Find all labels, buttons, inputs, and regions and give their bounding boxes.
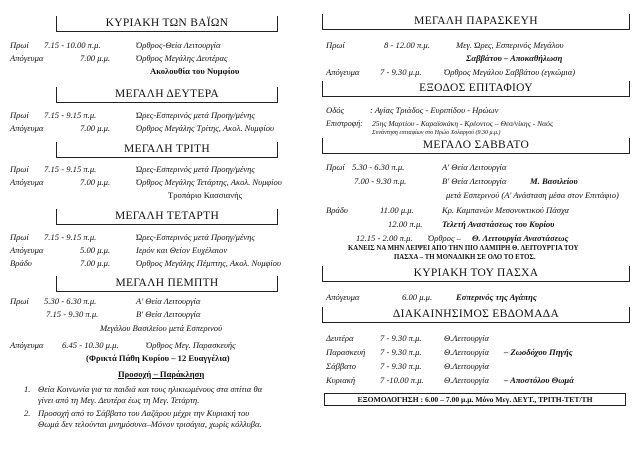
notes-n2b: Θωμά δεν τελούνται μνημόσυνα–Μόνον τρισάγια, χωρίς κόλλυβα. (38, 419, 262, 429)
epitafios-row2-label: Επιστροφή: (326, 119, 363, 128)
deftera-row2-time: 7.00 μ.μ. (80, 123, 111, 133)
pasxa-row1-service: Εσπερινός της Αγάπης (456, 292, 537, 302)
paraskevi-row1-time: 8 - 12.00 π.μ. (384, 40, 430, 50)
deftera-row2-label: Απόγευμα (10, 123, 44, 133)
section-title-epitafios: ΕΞΟΔΟΣ ΕΠΙΤΑΦΙΟΥ (322, 81, 630, 97)
diakaini-row1-label: Δευτέρα (326, 333, 354, 343)
savvato-row4-label: Βράδυ (326, 205, 348, 215)
notes-n1: Θεία Κοινωνία για τα παιδιά και τους ηλικιωμένους στα σπίτια θα (38, 384, 263, 394)
tetarti-row3-service: Όρθρος Μεγάλης Πέμπτης, Ακολ. Νυμφίου (136, 258, 281, 268)
deftera-row1-time: 7.15 - 9.15 π.μ. (44, 110, 97, 120)
triti-row3: Τροπάριο Κασσιανής (168, 190, 242, 200)
notes-n2: Προσοχή από το Σάββατο του Λαζάρου μέχρι την Κυριακή του (38, 408, 250, 418)
diakaini-row4-label: Κυριακή (326, 375, 356, 385)
vaion-row2-time: 7.00 μ.μ. (80, 53, 111, 63)
notes-n1-num: 1. (24, 384, 31, 394)
savvato-row4-service: Κρ. Καμπανών Μεσονυκτικού Πάσχα (442, 205, 570, 215)
pempti-row1-service: Α' Θεία Λειτουργία (136, 296, 201, 306)
epitafios-row1-label: Οδός (326, 105, 344, 115)
vaion-row1-label: Πρωί (10, 40, 29, 50)
savvato-row1-time: 5.30 - 6.30 π.μ. (352, 162, 405, 172)
epitafios-row2-route: 25ης Μαρτίου - Καραϊσκάκη - Κρέοντος – Θεσ/νίκης - Ναός (372, 119, 554, 128)
vaion-row1-time: 7.15 - 10.00 π.μ. (44, 40, 101, 50)
savvato-row5-service: Τελετή Αναστάσεως του Κυρίου (442, 219, 555, 229)
vaion-row2-label: Απόγευμα (10, 53, 44, 63)
savvato-row3: μετά Εσπερινού (Α' Ανάσταση μέσα στον Επιτάφιο) (446, 190, 619, 200)
deftera-row1-label: Πρωί (10, 110, 29, 120)
tetarti-row1-label: Πρωί (10, 232, 29, 242)
notes-n2-num: 2. (24, 408, 31, 418)
tetarti-row3-label: Βράδυ (10, 258, 32, 268)
triti-row1-service: Ώρες-Εσπερινός μετά Προηγ/μένης (136, 164, 255, 174)
tetarti-row2-label: Απόγευμα (10, 245, 44, 255)
pempti-row1-label: Πρωί (10, 296, 29, 306)
confession-box: ΕΞΟΜΟΛΟΓΗΣΗ : 6.00 – 7.00 μ.μ. Μόνο Μεγ. ΔΕΥΤ., ΤΡΙΤΗ-ΤΕΤ/ΤΗ (324, 393, 626, 406)
paraskevi-row3-label: Απόγευμα (326, 67, 360, 77)
pempti-row2-service: Β' Θεία Λειτουργία (136, 309, 201, 319)
vaion-row3: Ακολουθία του Νυμφίου (150, 66, 240, 76)
paraskevi-row1-label: Πρωί (326, 40, 345, 50)
diakaini-row1-time: 7 - 9.30 π.μ. (380, 333, 422, 343)
deftera-row1-service: Ώρες-Εσπερινός μετά Προηγ/μένης (136, 110, 255, 120)
vaion-row2-service: Όρθρος Μεγάλης Δευτέρας (136, 53, 228, 63)
deftera-row2-service: Όρθρος Μεγάλης Τρίτης, Ακολ. Νυμφίου (136, 123, 274, 133)
epitafios-row1-route: : Αγίας Τριάδος - Ευριπίδου - Ηρώων (370, 105, 499, 115)
savvato-row1-service: Α' Θεία Λειτουργία (442, 162, 507, 172)
savvato-row8: ΠΑΣΧΑ – ΤΗ ΜΟΝΑΔΙΚΗ ΣΕ ΟΛΟ ΤΟ ΕΤΟΣ. (394, 254, 536, 261)
pempti-row4-service: Όρθρος Μεγ. Παρασκευής (146, 340, 236, 350)
savvato-row5-time: 12.00 π.μ. (388, 219, 423, 229)
section-title-paraskevi: ΜΕΓΑΛΗ ΠΑΡΑΣΚΕΥΗ (322, 14, 630, 30)
triti-row1-label: Πρωί (10, 164, 29, 174)
section-title-deftera: ΜΕΓΑΛΗ ΔΕΥΤΕΡΑ (56, 87, 278, 103)
savvato-row4-time: 11.00 μ.μ. (380, 205, 414, 215)
paraskevi-row2: Σαββάτου – Αποκαθήλωση (466, 53, 563, 63)
notes-n1b: γίνει από τη Μεγ. Δευτέρα έως τη Μεγ. Τετάρτη. (38, 395, 200, 405)
tetarti-row1-time: 7.15 - 9.15 π.μ. (44, 232, 97, 242)
savvato-row7: ΚΑΝΕΙΣ ΝΑ ΜΗΝ ΛΕΙΨΕΙ ΑΠΟ ΤΗΝ ΠΙΟ ΛΑΜΠΡΗ Θ. ΛΕΙΤΟΥΡΓΙΑ ΤΟΥ (348, 245, 579, 252)
savvato-row6-service: Όρθρος – (428, 233, 461, 243)
pempti-row5: (Φρικτά Πάθη Κυρίου – 12 Ευαγγέλια) (86, 353, 230, 363)
pempti-row1-time: 5.30 - 6.30 π.μ. (44, 296, 97, 306)
pempti-row3: Μεγάλου Βασιλείου μετά Εσπερινού (100, 323, 223, 333)
diakaini-row2-time: 7 - 9.30 π.μ. (380, 347, 422, 357)
epitafios-row3: Συνάντηση επιταφίων στο Ηρώο Χολαργού (9.30 μ.μ.) (372, 130, 501, 136)
diakaini-row3-service: Θ.Λειτουργία (444, 361, 490, 371)
section-title-tetarti: ΜΕΓΑΛΗ ΤΕΤΑΡΤΗ (56, 209, 278, 225)
triti-row1-time: 7.15 - 9.15 π.μ. (44, 164, 97, 174)
diakaini-row3-label: Σάββατο (326, 361, 357, 371)
tetarti-row3-time: 7.00 μ.μ. (80, 258, 111, 268)
savvato-row2-extra: Μ. Βασιλείου (530, 176, 578, 186)
pasxa-row1-time: 6.00 μ.μ. (402, 292, 433, 302)
section-title-triti: ΜΕΓΑΛΗ ΤΡΙΤΗ (56, 142, 278, 158)
triti-row2-time: 7.00 μ.μ. (80, 177, 111, 187)
triti-row2-service: Όρθρος Μεγάλης Τετάρτης, Ακολ. Νυμφίου (136, 177, 282, 187)
diakaini-row1-service: Θ.Λειτουργία (444, 333, 490, 343)
section-title-pasxa: ΚΥΡΙΑΚΗ ΤΟΥ ΠΑΣΧΑ (322, 266, 630, 282)
section-title-diakaini: ΔΙΑΚΑΙΝΗΣΙΜΟΣ ΕΒΔΟΜΑΔΑ (322, 307, 630, 323)
section-title-savvato: ΜΕΓΑΛΟ ΣΑΒΒΑΤΟ (322, 138, 630, 154)
vaion-row1-service: Όρθρος-Θεία Λειτουργία (136, 40, 221, 50)
tetarti-row2-service: Ιερόν και Θείον Ευχέλαιον (136, 245, 228, 255)
savvato-row1-label: Πρωί (326, 162, 345, 172)
section-title-vaion: ΚΥΡΙΑΚΗ ΤΩΝ ΒΑΪΩΝ (56, 16, 278, 32)
pempti-row4-label: Απόγευμα (10, 340, 44, 350)
savvato-row6-extra: Θ. Λειτουργία Αναστάσεως (472, 233, 569, 243)
paraskevi-row3-service: Όρθρος Μεγάλου Σαββάτου (εγκώμια) (444, 67, 576, 77)
savvato-row6-time: 12.15 - 2.00 π.μ. (356, 233, 413, 243)
diakaini-row2-label: Παρασκευή (326, 347, 366, 357)
diakaini-row2-service: Θ.Λειτουργία (444, 347, 490, 357)
paraskevi-row3-time: 7 - 9.30 μ.μ. (380, 67, 422, 77)
tetarti-row1-service: Ώρες-Εσπερινός μετά Προηγ/μένης (136, 232, 255, 242)
triti-row2-label: Απόγευμα (10, 177, 44, 187)
pempti-row4-time: 6.45 - 10.30 μ.μ. (62, 340, 119, 350)
section-title-pempti: ΜΕΓΑΛΗ ΠΕΜΠΤΗ (56, 276, 278, 292)
savvato-row2-service: Β' Θεία Λειτουργία (442, 176, 507, 186)
diakaini-row4-extra: – Αποστόλου Θωμά (504, 375, 574, 385)
diakaini-row4-service: Θ.Λειτουργία (444, 375, 490, 385)
notes-title: Προσοχή – Παράκληση (118, 369, 205, 379)
diakaini-row4-time: 7 -10.00 π.μ. (380, 375, 424, 385)
pempti-row2-time: 7.15 - 9.30 π.μ. (46, 309, 99, 319)
tetarti-row2-time: 5.00 μ.μ. (80, 245, 111, 255)
savvato-row2-time: 7.00 - 9.30 π.μ. (354, 176, 407, 186)
diakaini-row3-time: 7 - 9.30 π.μ. (380, 361, 422, 371)
paraskevi-row1-service: Μεγ. Ώρες, Εσπερινός Μεγάλου (456, 40, 564, 50)
pasxa-row1-label: Απόγευμα (326, 292, 360, 302)
diakaini-row2-extra: – Ζωοδόχου Πηγής (504, 347, 573, 357)
